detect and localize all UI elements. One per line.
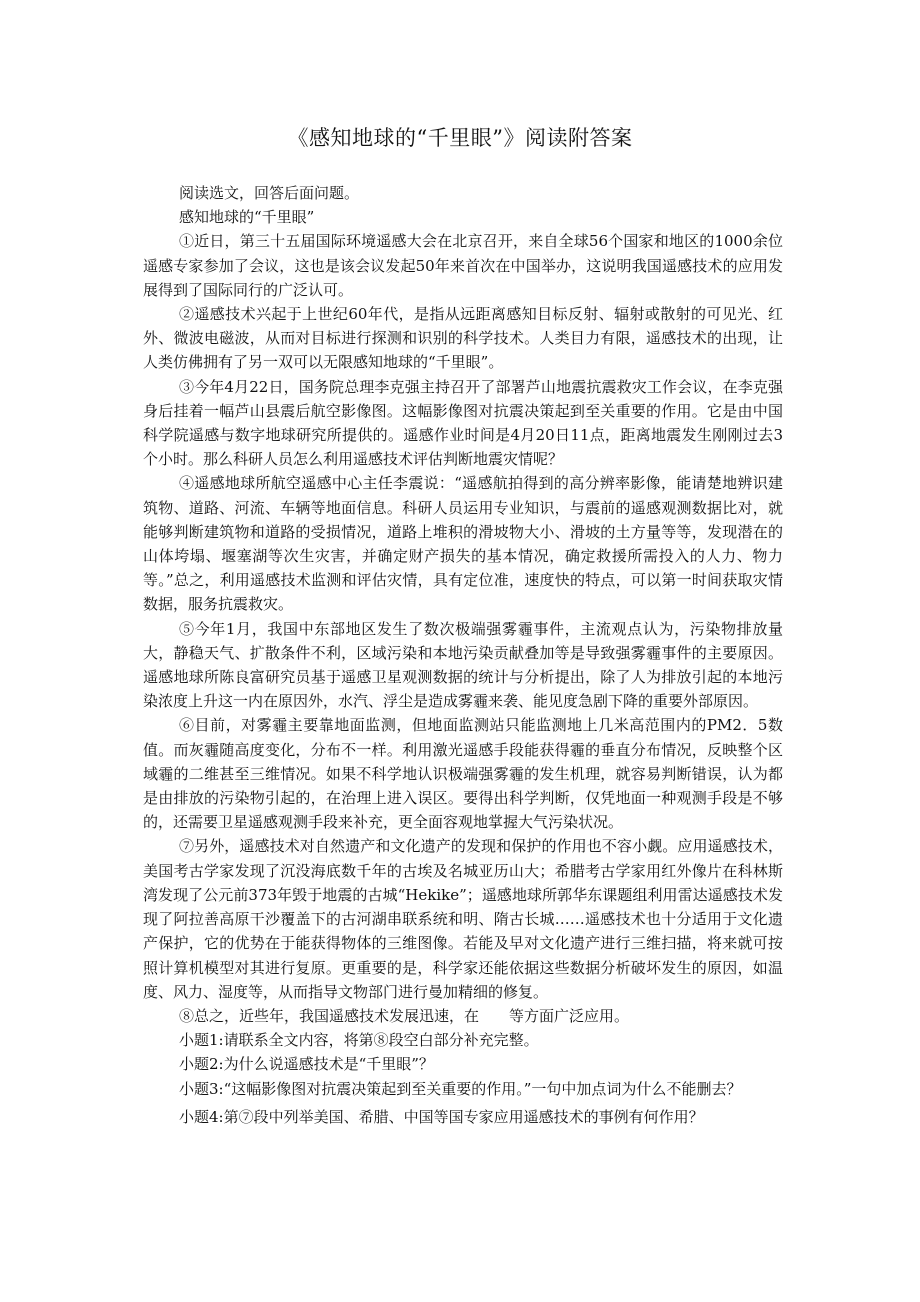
paragraph-1: ①近日，第三十五届国际环境遥感大会在北京召开，来自全球56个国家和地区的1000余位遥感专家参加了会议，这也是该会议发起50年来首次在中国举办，这说明我国遥感技术的应用发展得到了国际同行的广泛认可。 <box>143 232 783 299</box>
article-subtitle: 感知地球的“千里眼” <box>179 208 315 227</box>
intro-line: 阅读选文，回答后面问题。 <box>179 184 360 202</box>
paragraph-7: ⑦另外，遥感技术对自然遗产和文化遗产的发现和保护的作用也不容小觑。应用遥感技术，美国考古学家发现了沉没海底数千年的古埃及名城亚历山大；希腊考古学家用红外像片在科林斯湾发现了公元前373年毁于地震的古城“Hekike”；遥感地球所郭华东课题组利用雷达遥感技术发现了阿拉善高原干沙覆盖下的古河湖串联系统和明、隋古长城……遥感技术也十分适用于文化遗产保护，它的优势在于能获得物体的三维图像。若能及早对文化遗产进行三维扫描，将来就可按照计算机模型对其进行复原。更重要的是，科学家还能依据这些数据分析破坏发生的原因，如温度、风力、湿度等，从而指导文物部门进行曼加精细的修复。 <box>143 837 783 1001</box>
document-body <box>143 181 783 1129</box>
paragraph-4: ④遥感地球所航空遥感中心主任李震说：“遥感航拍得到的高分辨率影像，能请楚地辨识建筑物、道路、河流、车辆等地面信息。科研人员运用专业知识，与震前的遥感观测数据比对，就能够判断建筑物和道路的受损情况，道路上堆积的滑坡物大小、滑坡的土方量等等，发现潜在的山体垮塌、堰塞湖等次生灾害，并确定财产损失的基本情况，确定救援所需投入的人力、物力等。”总之，利用遥感技术监测和评估灾情，具有定位准，速度快的特点，可以第一时间获取灾情数据，服务抗震救灾。 <box>143 474 783 614</box>
question-3: 小题3:“这幅影像图对抗震决策起到至关重要的作用。”一句中加点词为什么不能删去？ <box>179 1079 742 1098</box>
question-1: 小题1:请联系全文内容，将第⑧段空白部分补充完整。 <box>179 1031 539 1050</box>
paragraph-3: ③今年4月22日，国务院总理李克强主持召开了部署芦山地震抗震救灾工作会议，在李克强身后挂着一幅芦山县震后航空影像图。这幅影像图对抗震决策起到至关重要的作用。它是由中国科学院遥感与数字地球研究所提供的。遥感作业时间是4月20日11点，距离地震发生刚刚过去3个小时。那么科研人员怎么利用遥感技术评估判断地震灾情呢？ <box>143 377 783 469</box>
paragraph-5: ⑤今年1月，我国中东部地区发生了数次极端强雾霾事件，主流观点认为，污染物排放量大，静稳天气、扩散条件不利，区域污染和本地污染贡献叠加等是导致强雾霾事件的主要原因。遥感地球所陈良富研究员基于遥感卫星观测数据的统计与分析提出，除了人为排放引起的本地污染浓度上升这一内在原因外，水汽、浮尘是造成雾霾来袭、能见度急剧下降的重要外部原因。 <box>143 619 783 711</box>
paragraph-8: ⑧总之，近些年，我国遥感技术发展迅速，在 等方面广泛应用。 <box>179 1006 630 1025</box>
question-4: 小题4:第⑦段中列举美国、希腊、中国等国专家应用遥感技术的事例有何作用？ <box>179 1107 704 1126</box>
document-title: 《感知地球的“千里眼”》阅读附答案 <box>287 126 633 150</box>
paragraph-2: ②遥感技术兴起于上世纪60年代，是指从远距离感知目标反射、辐射或散射的可见光、红外、微波电磁波，从而对目标进行探测和识别的科学技术。人类目力有限，遥感技术的出现，让人类仿佛拥有了另一双可以无限感知地球的“千里眼”。 <box>143 305 783 372</box>
question-2: 小题2:为什么说遥感技术是“千里眼”？ <box>179 1055 434 1074</box>
paragraph-6: ⑥目前，对雾霾主要靠地面监测，但地面监测站只能监测地上几米高范围内的PM2．5数值。而灰霾随高度变化，分布不一样。利用激光遥感手段能获得霾的垂直分布情况，反映整个区域霾的二维甚至三维情况。如果不科学地认识极端强雾霾的发生机理，就容易判断错误，认为都是由排放的污染物引起的，在治理上进入误区。要得出科学判断，仅凭地面一种观测手段是不够的，还需要卫星遥感观测手段来补充，更全面容观地掌握大气污染状况。 <box>143 716 783 832</box>
